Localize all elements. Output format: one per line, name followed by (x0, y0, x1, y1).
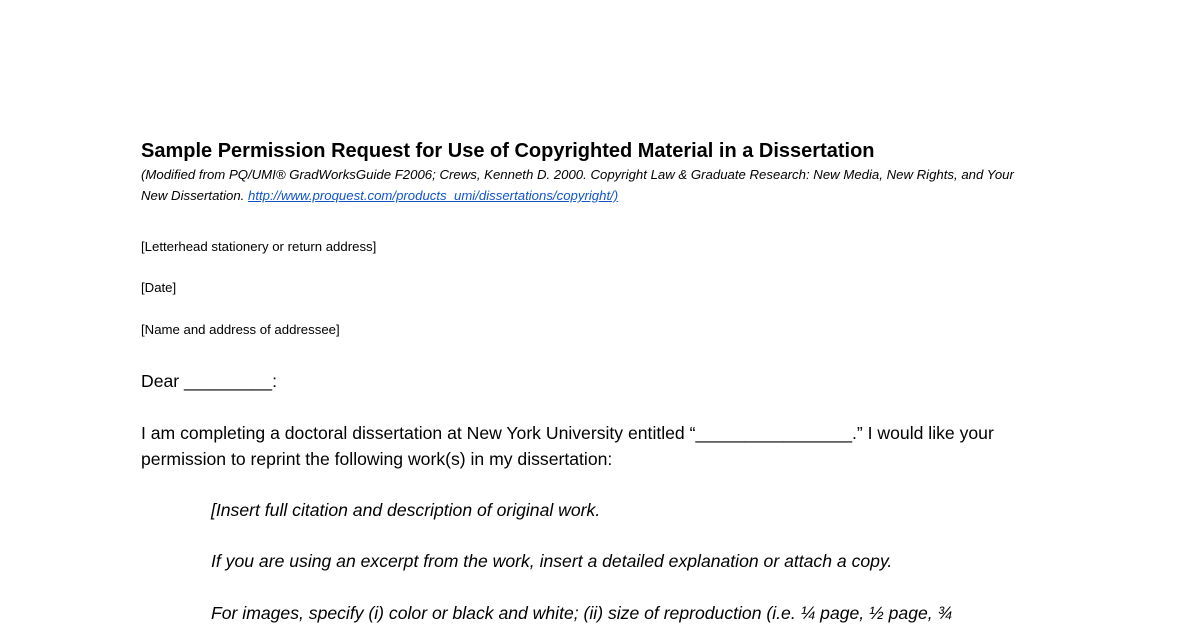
instruction-images: For images, specify (i) color or black and white; (ii) size of reproduction (i.e. ¼ page, ½ page, ¾ (211, 603, 953, 623)
letterhead-placeholder: [Letterhead stationery or return address] (141, 239, 377, 254)
salutation: Dear _________: (141, 371, 277, 391)
date-placeholder: [Date] (141, 280, 177, 295)
addressee-placeholder: [Name and address of addressee] (141, 322, 340, 337)
instruction-excerpt: If you are using an excerpt from the work, insert a detailed explanation or attach a copy. (211, 551, 893, 571)
document-content (141, 139, 1061, 623)
proquest-link[interactable]: http://www.proquest.com/products_umi/dissertations/copyright/) (248, 188, 619, 203)
request-paragraph: I am completing a doctoral dissertation at New York University entitled “________________.” I would like your permission to reprint the following work(s) in my dissertation: (141, 423, 994, 469)
instruction-citation: [Insert full citation and description of original work. (211, 500, 601, 520)
document-title: Sample Permission Request for Use of Copyrighted Material in a Dissertation (141, 140, 875, 162)
document-subtitle (141, 164, 1041, 206)
subtitle-citation: (Modified from PQ/UMI® GradWorksGuide F2006; Crews, Kenneth D. 2000. Copyright Law & Graduate Research: New Media, New Rights, and Your New Dissertation. (141, 167, 1014, 203)
